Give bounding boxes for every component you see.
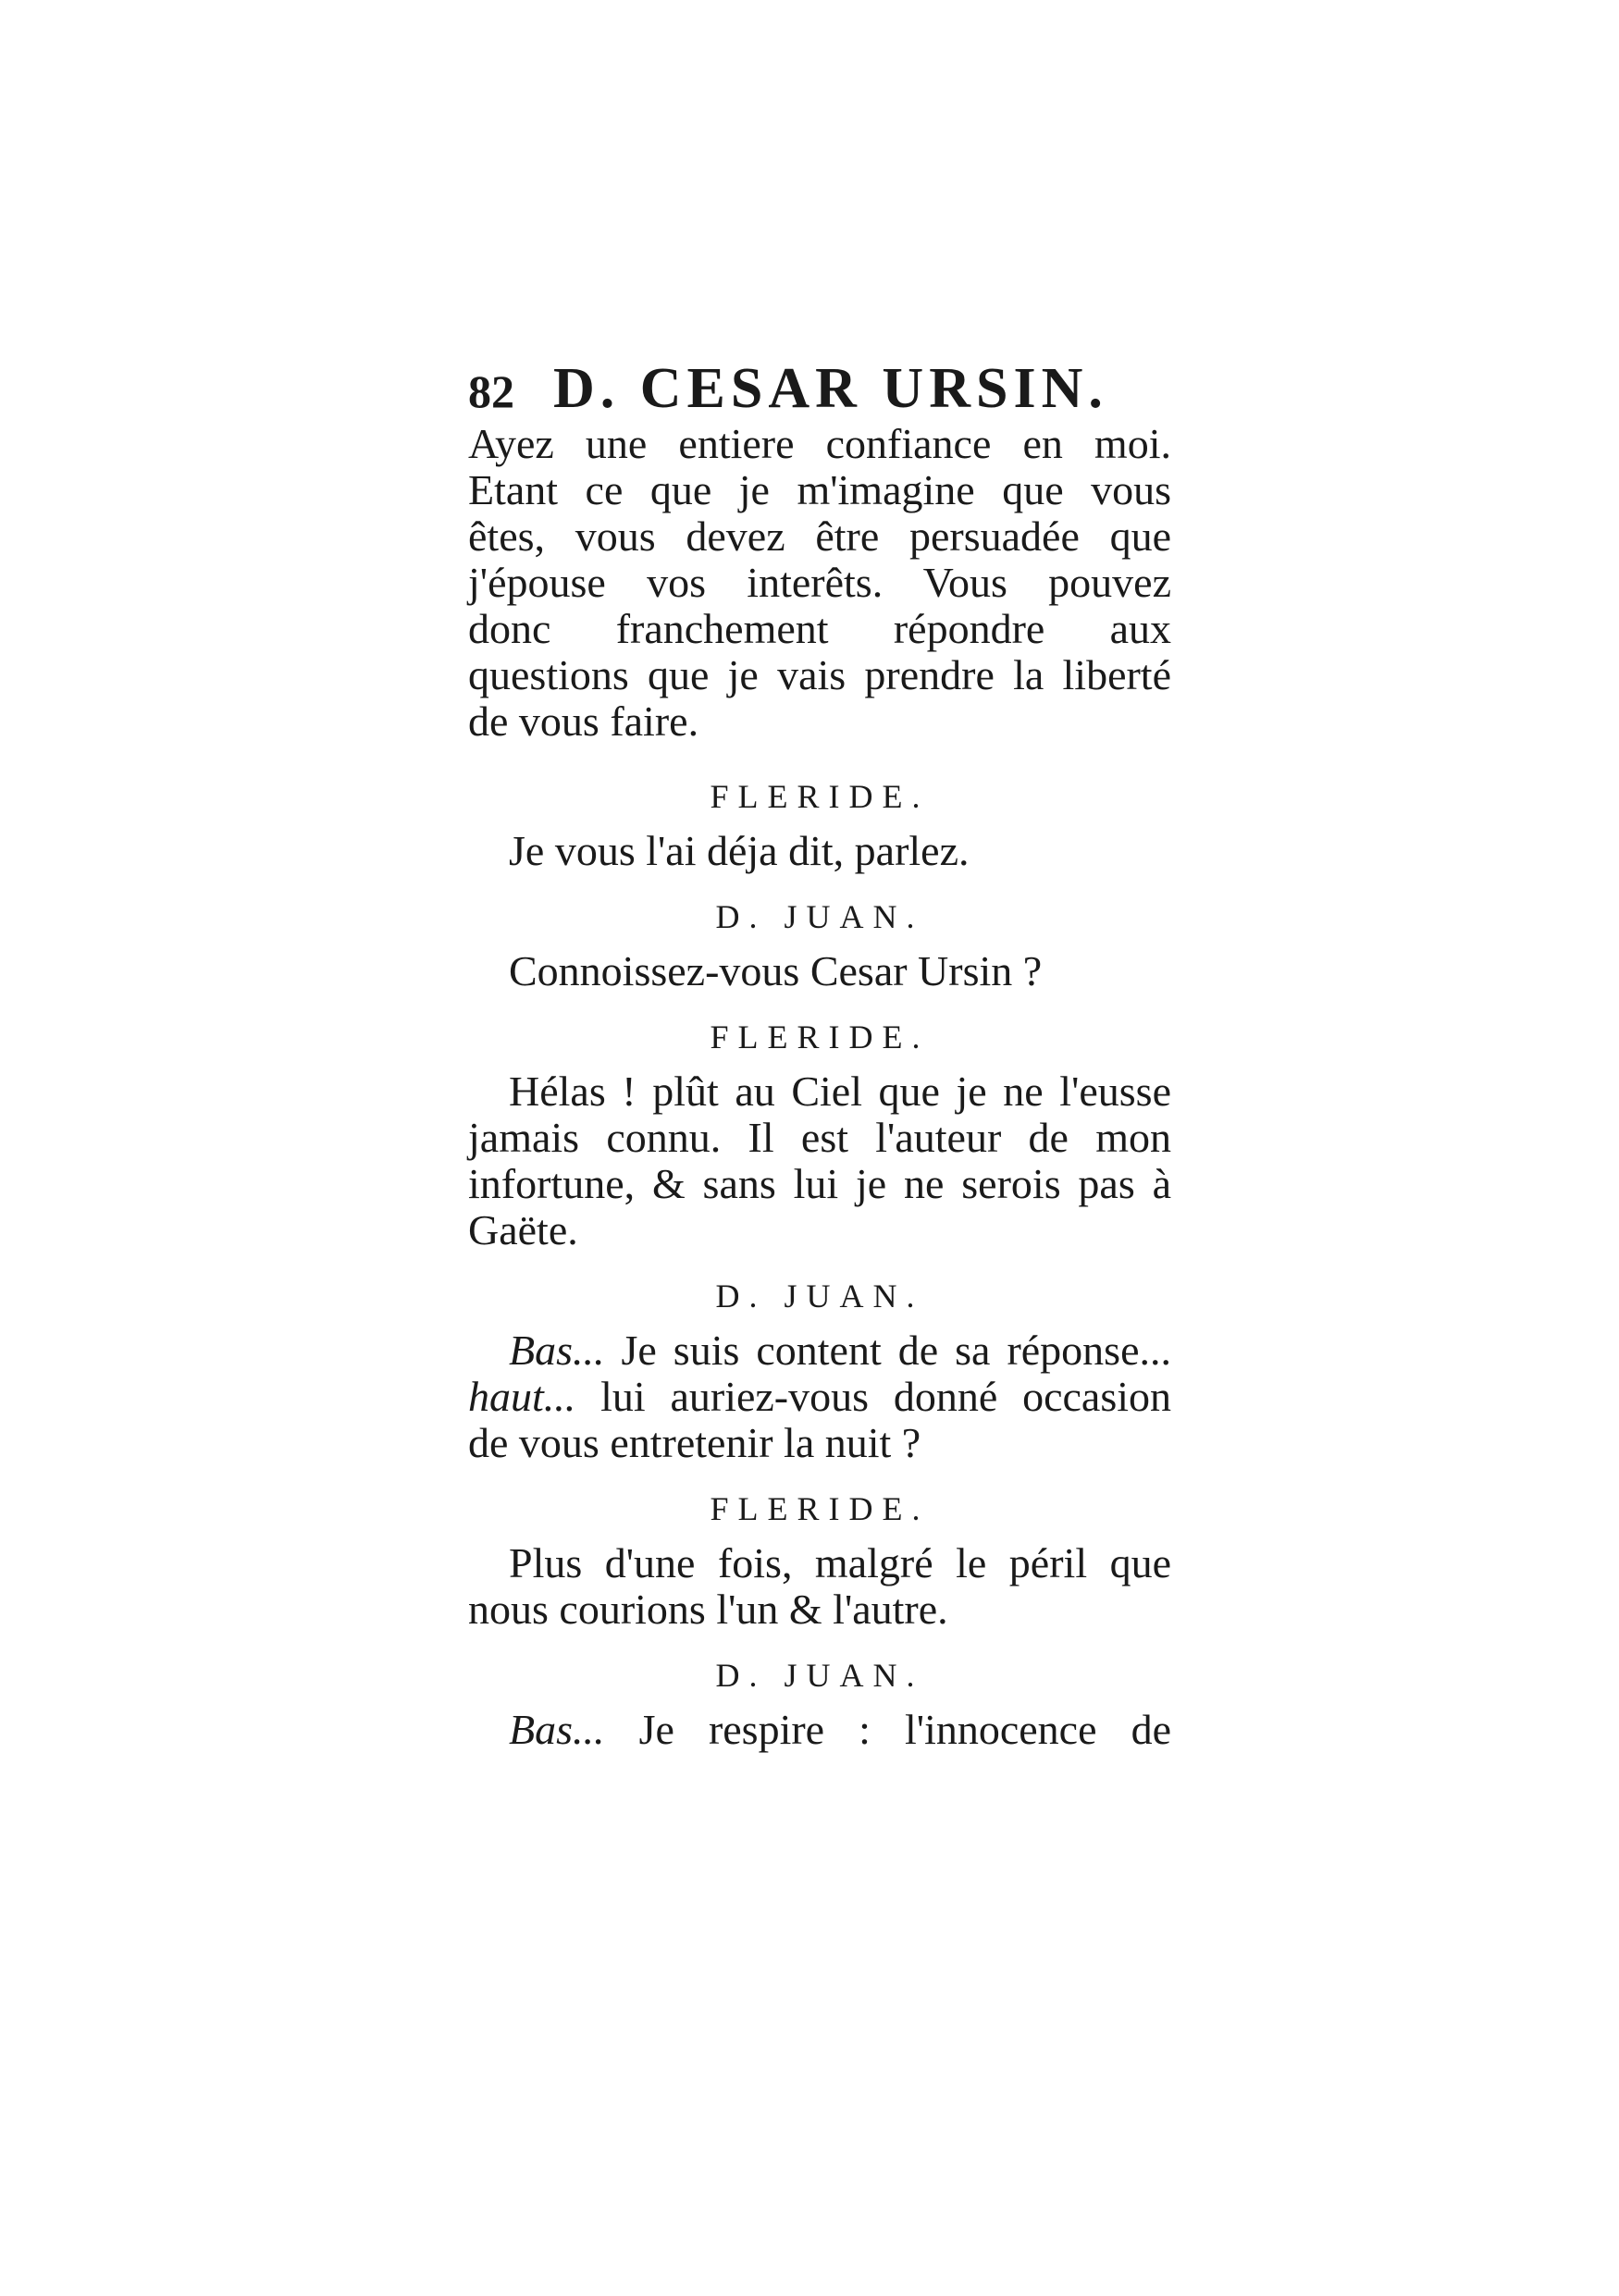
stage-direction: Bas... <box>509 1327 605 1374</box>
text-line: Plus d'une fois, malgré le péril que <box>509 1539 1171 1586</box>
line-text: Je suis content de sa réponse... <box>604 1327 1171 1374</box>
text-line: jamais connu. Il est l'auteur de mon <box>468 1114 1171 1161</box>
text-line: j'épouse vos interêts. Vous pouvez <box>468 559 1171 606</box>
text-line: donc franchement répondre aux <box>468 605 1171 652</box>
line-text: Je respire : l'innocence de <box>604 1706 1171 1753</box>
text-line: questions que je vais prendre la liberté <box>468 651 1171 698</box>
speech-fleride-3 <box>468 1483 1171 1633</box>
paragraph-1 <box>468 421 1171 745</box>
text-line: Etant ce que je m'imagine que vous <box>468 466 1171 513</box>
text-line: Ayez une entiere confiance en moi. <box>468 420 1171 467</box>
speech-juan-1 <box>468 891 1171 994</box>
speaker-name: FLERIDE. <box>710 778 930 815</box>
stage-direction: Bas... <box>509 1706 605 1753</box>
speech-fleride-2 <box>468 1011 1171 1253</box>
speaker-name: D. JUAN. <box>715 898 924 935</box>
text-line <box>468 1707 1171 1753</box>
text-line: Gaëte. <box>468 1206 578 1253</box>
text-line: Hélas ! plût au Ciel que je ne l'eusse <box>509 1068 1171 1115</box>
running-head <box>468 356 1171 421</box>
text-line: Je vous l'ai déja dit, parlez. <box>509 827 970 874</box>
text-line: Connoissez-vous Cesar Ursin ? <box>509 947 1043 994</box>
text-line: nous courions l'un & l'autre. <box>468 1586 948 1633</box>
speech-fleride-1 <box>468 771 1171 874</box>
text-line: êtes, vous devez être persuadée que <box>468 512 1171 560</box>
text-block <box>468 356 1171 1753</box>
stage-direction: haut... <box>468 1373 576 1420</box>
speech-juan-3 <box>468 1649 1171 1753</box>
text-line: de vous entretenir la nuit ? <box>468 1419 921 1466</box>
running-title: D. CESAR URSIN. <box>553 357 1108 420</box>
line-text: lui auriez-vous donné occasion <box>575 1373 1171 1420</box>
speaker-name: FLERIDE. <box>710 1490 930 1527</box>
text-line <box>468 1374 1171 1420</box>
speech-juan-2 <box>468 1270 1171 1466</box>
text-line: infortune, & sans lui je ne serois pas à <box>468 1160 1171 1207</box>
speaker-name: FLERIDE. <box>710 1018 930 1055</box>
page-number: 82 <box>468 365 514 417</box>
text-line: de vous faire. <box>468 697 699 745</box>
speaker-name: D. JUAN. <box>715 1278 924 1315</box>
speaker-name: D. JUAN. <box>715 1657 924 1694</box>
text-line <box>468 1327 1171 1374</box>
